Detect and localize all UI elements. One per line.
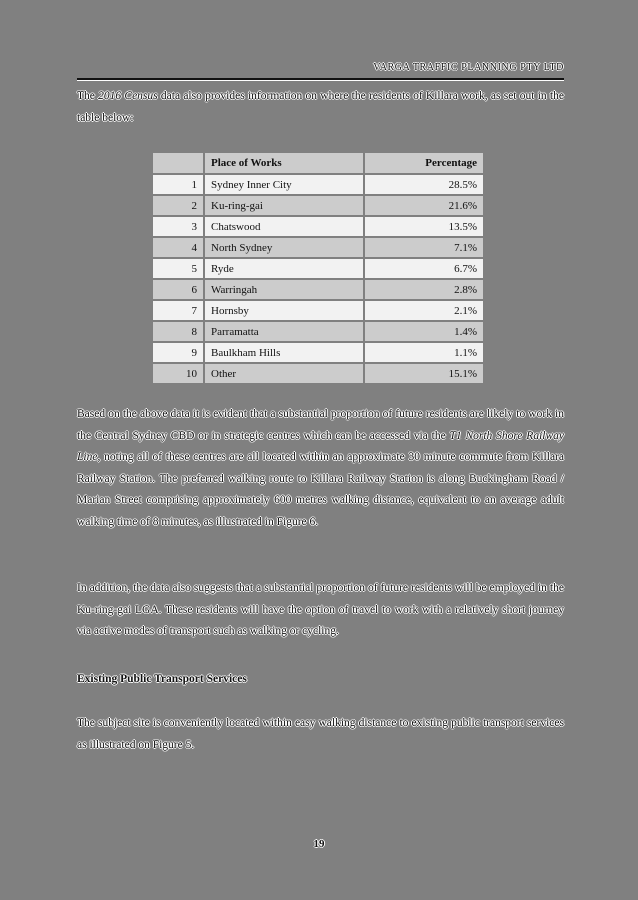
company-name: VARGA TRAFFIC PLANNING PTY LTD <box>373 62 564 73</box>
table-header-row <box>153 153 485 175</box>
row-percentage: 13.5% <box>365 217 485 238</box>
intro-text-start: The <box>77 90 99 102</box>
row-rank: 9 <box>153 343 205 364</box>
page-header <box>77 62 564 80</box>
header-percentage: Percentage <box>365 153 485 175</box>
row-percentage: 28.5% <box>365 175 485 196</box>
table-row <box>153 280 485 301</box>
row-place: Parramatta <box>205 322 365 343</box>
row-rank: 6 <box>153 280 205 301</box>
row-rank: 7 <box>153 301 205 322</box>
table-row <box>153 259 485 280</box>
row-percentage: 21.6% <box>365 196 485 217</box>
row-percentage: 1.4% <box>365 322 485 343</box>
intro-paragraph <box>77 86 564 129</box>
table-row <box>153 322 485 343</box>
railway-line-reference: T1 North Shore Railway Line <box>77 429 564 463</box>
row-rank: 2 <box>153 196 205 217</box>
row-rank: 1 <box>153 175 205 196</box>
row-place: Ryde <box>205 259 365 280</box>
row-place: Other <box>205 364 365 385</box>
row-rank: 10 <box>153 364 205 385</box>
row-place: Sydney Inner City <box>205 175 365 196</box>
table-row <box>153 217 485 238</box>
row-rank: 3 <box>153 217 205 238</box>
row-place: Hornsby <box>205 301 365 322</box>
table-row <box>153 238 485 259</box>
table-row <box>153 301 485 322</box>
row-percentage: 1.1% <box>365 343 485 364</box>
table-row <box>153 196 485 217</box>
row-percentage: 2.8% <box>365 280 485 301</box>
page-number: 19 <box>313 838 325 850</box>
row-place: Baulkham Hills <box>205 343 365 364</box>
row-percentage: 15.1% <box>365 364 485 385</box>
table-row <box>153 343 485 364</box>
row-rank: 4 <box>153 238 205 259</box>
header-place: Place of Works <box>205 153 365 175</box>
row-place: Chatswood <box>205 217 365 238</box>
analysis-paragraph <box>77 404 564 533</box>
place-of-works-table <box>153 153 485 385</box>
analysis-text-end: , noting all of these centres are all located within an approximate 30 minute commute from Killara Railway Station. The preferred walking route to Killara Railway Station is along Buckingham Road / Marian Street comprising approximately 600 metres walking distance, equivalent to an average adult walking time of 8 minutes, as illustrated in Figure 6. <box>77 451 564 528</box>
row-place: Warringah <box>205 280 365 301</box>
row-rank: 5 <box>153 259 205 280</box>
section-heading: Existing Public Transport Services <box>77 673 247 685</box>
table-row <box>153 364 485 385</box>
local-employment-paragraph: In addition, the data also suggests that a substantial proportion of future residents will be employed in the Ku-ring-gai LGA. These residents will have the option of travel to work with a relatively short journey via active modes of transport such as walking or cycling. <box>77 582 564 637</box>
header-rank <box>153 153 205 175</box>
intro-text-end: data also provides information on where the residents of Killara work, as set out in the table below: <box>77 90 564 124</box>
census-reference: 2016 Census <box>98 90 158 102</box>
row-place: North Sydney <box>205 238 365 259</box>
row-percentage: 6.7% <box>365 259 485 280</box>
row-percentage: 7.1% <box>365 238 485 259</box>
row-percentage: 2.1% <box>365 301 485 322</box>
row-rank: 8 <box>153 322 205 343</box>
table-row <box>153 175 485 196</box>
row-place: Ku-ring-gai <box>205 196 365 217</box>
public-transport-paragraph: The subject site is conveniently located within easy walking distance to existing public transport services as illustrated on Figure 5. <box>77 717 564 751</box>
analysis-text-start: Based on the above data it is evident that a substantial proportion of future residents are likely to work in the Central Sydney CBD or in strategic centres which can be accessed via the <box>77 408 564 442</box>
